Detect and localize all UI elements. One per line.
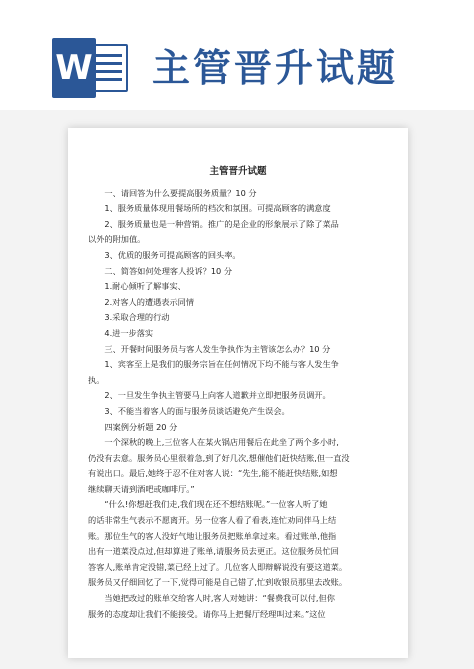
document-line: 仍没有去意。服务员心里很着急,到了好几次,想催他们赶快结账,但一直没 [88,452,350,463]
document-line: 2、一旦发生争执主管要马上向客人道歉并立即把服务员调开。 [88,390,331,401]
document-line: 四案例分析题 20 分 [88,421,178,432]
document-line: 1、宾客至上是我们的服务宗旨在任何情况下均不能与客人发生争 [88,359,339,370]
document-line: 一个深秋的晚上,三位客人在某火锅店用餐后在此坐了两个多小时, [88,437,339,448]
banner-title: 主管晋升试题 [152,46,399,90]
document-line: 有说出口。最后,她终于忍不住对客人说：“先生,能不能赶快结账,如想 [88,468,338,479]
document-line: 4.进一步落实 [88,327,154,338]
document-text [88,186,388,623]
document-line: 1.耐心倾听了解事实、 [88,281,186,292]
document-line: 一、请回答为什么要提高服务质量？10 分 [88,187,257,198]
document-line: 2.对客人的遭遇表示同情 [88,296,195,307]
document-line: 的话非常生气表示不愿离开。另一位客人看了看表,连忙劝同伴马上结 [88,515,337,526]
document-body [88,164,388,622]
banner [0,0,474,110]
word-document-icon [52,38,130,98]
document-line: 2、服务质量也是一种营销。推广的是企业的形象展示了除了菜品 [88,218,339,229]
document-line: 当她把改过的账单交给客人时,客人对她讲：“餐费我可以付,但你 [88,593,335,604]
document-line: 服务的态度却让我们不能接受。请你马上把餐厅经理叫过来。”这位 [88,608,326,619]
document-line: 3、优质的服务可提高顾客的回头率。 [88,249,241,260]
document-line: 继续聊天请到酒吧或咖啡厅。” [88,483,195,494]
document-line: 三、开餐时间服务员与客人发生争执作为主管该怎么办？10 分 [88,343,331,354]
document-line: 服务员又仔细回忆了一下,觉得可能是自己错了,忙到收银员那里去改账。 [88,577,348,588]
document-line: 3.采取合理的行动 [88,312,170,323]
document-line: 以外的附加值。 [88,234,146,245]
document-page [68,128,408,658]
document-line: 3、不能当着客人的面与服务员谈话避免产生误会。 [88,405,290,416]
document-line: 二、简答如何处理客人投诉？10 分 [88,265,233,276]
word-letter-badge: W [52,38,96,98]
document-line: 答客人,账单肯定没错,菜已经上过了。几位客人即辩解说没有要这道菜。 [88,561,348,572]
document-line: 执。 [88,374,105,385]
document-title: 主管晋升试题 [209,166,267,177]
document-line: 账。那位生气的客人没好气地让服务员把账单拿过来。看过账单,他指 [88,530,337,541]
document-line: 出有一道菜没点过,但却算进了账单,请服务员去更正。这位服务员忙回 [88,546,339,557]
document-line: “什么!你想赶我们走,我们现在还不想结账呢。”一位客人听了她 [88,499,328,510]
document-line: 1、服务质量体现用餐场所的档次和氛围。可提高顾客的满意度 [88,203,331,214]
